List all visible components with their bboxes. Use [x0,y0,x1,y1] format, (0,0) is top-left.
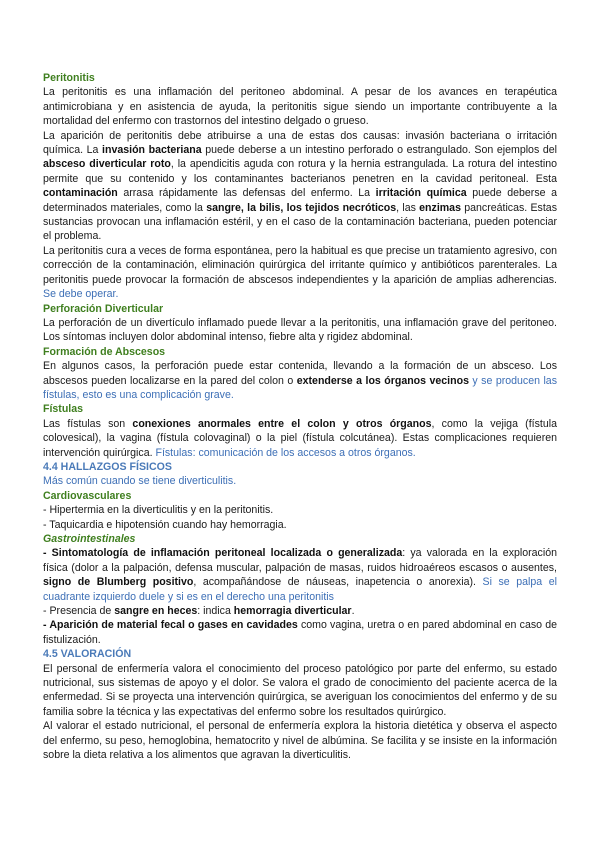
text: , acompañándose de náuseas, inapetencia o anorexia). [193,576,476,589]
heading-hallazgos: 4.4 HALLAZGOS FÍSICOS [43,460,172,473]
bold-term: invasión bacteriana [102,144,202,157]
annotation-note: Si se palpa el cuadrante izquierdo duele y si es en el derecho una peritonitis [43,576,557,603]
paragraph-abscesos [43,359,557,402]
text: : ya valorada en la exploración física (dolor a la palpación, defensa muscular, palpación de masas, ruidos hidroaéreos escasos o ausentes, [43,547,557,574]
text: La aparición de peritonitis debe atribuirse a una de estas dos causas: invasión bacteriana o irritación química. La [43,129,557,157]
bold-term: sangre, la bilis, los tejidos necróticos [206,201,397,214]
bold-term: sangre en heces [114,605,198,618]
annotation-note: Se debe operar. [43,288,119,301]
text: : indica [197,605,234,618]
heading-perforacion: Perforación Diverticular [43,302,164,315]
bold-term: hemorragia diverticular [233,605,352,618]
list-item [43,604,557,618]
document-content [43,71,557,763]
bold-term: - Sintomatología de inflamación peritoneal localizada o generalizada [43,547,403,560]
paragraph-valoracion-2: Al valorar el estado nutricional, el personal de enfermería explora la historia dietética y observa el aspecto del enfermo, su peso, hemoglobina, hematocrito y nivel de albúmina. Se facilita y se insiste en la información sobre la dieta relativa a los alimentos que agravan la diverticulitis. [43,720,557,762]
text: puede deberse a un intestino perforado o estrangulado. Son ejemplos del [201,144,557,157]
bold-term: conexiones anormales entre el colon y otros órganos [132,417,432,430]
paragraph-peritonitis-causes [43,129,557,244]
text: - Presencia de [43,605,115,618]
list-item: - Hipertermia en la diverticulitis y en la peritonitis. [43,504,274,517]
list-item [43,618,557,647]
text: como vagina, uretra o en pared abdominal en caso de fistulización. [43,619,557,646]
paragraph-fistulas [43,417,557,460]
text: arrasa rápidamente las defensas del enfermo. La [117,187,376,200]
bold-term: extenderse a los órganos vecinos [296,374,469,387]
bold-term: - Aparición de material fecal o gases en cavidades [43,619,298,632]
bold-term: enzimas [419,201,461,214]
text: , las [396,201,420,214]
paragraph-perforacion: La perforación de un divertículo inflamado puede llevar a la peritonitis, una inflamación grave del peritoneo. Los síntomas incluyen dolor abdominal intenso, fiebre alta y rigidez abdominal. [43,316,557,344]
list-item: - Taquicardia e hipotensión cuando hay hemorragia. [43,518,287,531]
bold-term: contaminación [43,187,118,200]
heading-valoracion: 4.5 VALORACIÓN [43,648,132,661]
paragraph-peritonitis-definition: La peritonitis es una inflamación del peritoneo abdominal. A pesar de los avances en terapéutica antimicrobiana y en asistencia de ayuda, la peritonitis sigue siendo un importante contribuyente a la mortalidad del enfermo con trastornos del intestino delgado o grueso. [43,86,557,128]
annotation-note: y se producen las fístulas, esto es una complicación grave. [43,374,557,401]
text: pancreáticas. Estas sustancias provocan una inflamación estéril, y en el caso de la contaminación bacteriana, pueden potenciar el problema. [43,201,557,243]
bold-term: irritación química [375,187,467,200]
text: En algunos casos, la perforación puede estar contenida, llevando a la formación de un absceso. Los abscesos pueden localizarse en la pared del colon o [43,360,557,387]
annotation-note: Fístulas: comunicación de los accesos a otros órganos. [152,446,416,459]
text: puede deberse a determinados materiales, como la [43,187,558,214]
paragraph-peritonitis-treatment [43,244,557,302]
annotation-note: Más común cuando se tiene diverticulitis. [43,475,237,488]
text: La peritonitis cura a veces de forma espontánea, pero la habitual es que precise un tratamiento agresivo, con corrección de la contaminación, eliminación quirúrgica del irritante químico y antibióticos parenterales. La peritonitis puede provocar la formación de abscesos independientes y la aparición de amplias adherencias. [43,244,557,286]
list-item [43,546,557,604]
text: , la apendicitis aguda con rotura y la hernia estrangulada. La rotura del intestino permite que su contenido y los contaminantes bacterianos penetren en la cavidad peritoneal. Esta [43,158,557,185]
text: . [351,605,355,618]
text: Las fístulas son [43,417,133,430]
heading-cardiovasculares: Cardiovasculares [43,489,132,502]
heading-abscesos: Formación de Abscesos [43,345,166,358]
heading-peritonitis: Peritonitis [43,72,95,84]
heading-gastrointestinales: Gastrointestinales [43,533,136,545]
heading-fistulas: Fístulas [43,403,84,416]
bold-term: absceso diverticular roto [43,158,171,171]
paragraph-valoracion-1: El personal de enfermería valora el conocimiento del proceso patológico por parte del enfermo, su estado nutricional, sus sistemas de apoyo y el dolor. Se valora el grado de conocimiento del paciente acerca de la enfermedad. Si se proyecta una intervención quirúrgica, se averiguan los conocimientos del enfermo y de su familia sobre la técnica y las expectativas del enfermo sobre los resultados quirúrgico. [43,662,557,718]
text: , como la vejiga (fístula colovesical), la vagina (fístula colovaginal) o la piel (fístula colcutánea). Estas complicaciones requieren intervención quirúrgica. [43,417,557,459]
bold-term: signo de Blumberg positivo [43,576,194,589]
